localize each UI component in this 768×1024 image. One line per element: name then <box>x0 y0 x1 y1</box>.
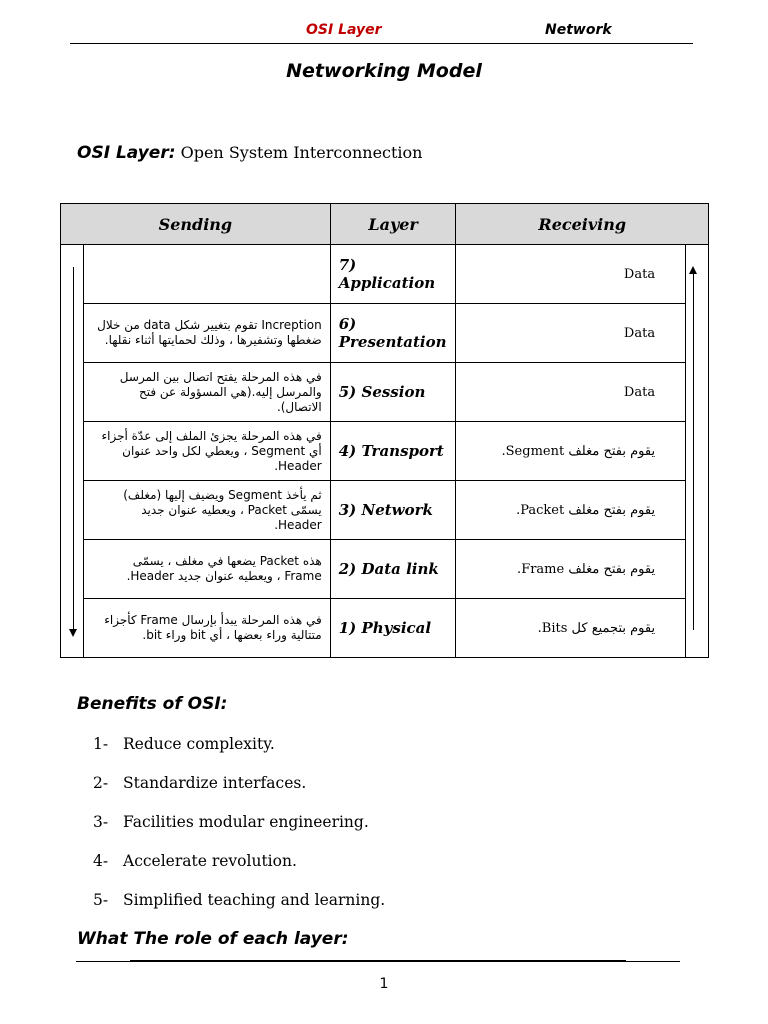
layer-cell: 6) Presentation <box>330 304 456 363</box>
layer-cell: 7) Application <box>330 245 456 304</box>
list-number: 5- <box>93 891 109 909</box>
page-number: 1 <box>379 976 389 992</box>
header-chapter-label: Network <box>545 22 612 38</box>
list-number: 2- <box>93 774 109 792</box>
sending-cell: هذه Packet يضعها في مغلف ، يسمّى Frame ، ويعطيه عنوان جديد Header. <box>83 540 330 599</box>
table-row <box>61 363 709 422</box>
receiving-header: Receiving <box>456 204 709 245</box>
receiving-cell: Data <box>456 304 686 363</box>
layer-header: Layer <box>330 204 456 245</box>
benefits-heading: Benefits of OSI: <box>77 694 228 714</box>
table-row <box>61 422 709 481</box>
layer-cell: 2) Data link <box>330 540 456 599</box>
list-text: Facilities modular engineering. <box>123 813 369 831</box>
page-title: Networking Model <box>286 60 482 82</box>
list-text: Accelerate revolution. <box>123 852 297 870</box>
sending-cell: في هذه المرحلة يفتح اتصال بين المرسل والمرسل إليه.(هي المسؤولة عن فتح الاتصال). <box>83 363 330 422</box>
table-row <box>61 481 709 540</box>
receiving-cell: Data <box>456 363 686 422</box>
receiving-cell: يقوم بتجميع كل Bits. <box>456 599 686 658</box>
header-section-label: OSI Layer <box>306 22 382 38</box>
sending-header: Sending <box>61 204 331 245</box>
layer-cell: 4) Transport <box>330 422 456 481</box>
sending-cell: Increption تقوم بتغيير شكل data من خلال ضغطها وتشفيرها ، وذلك لحمايتها أثناء نقلها. <box>83 304 330 363</box>
list-item <box>93 735 275 753</box>
table-row <box>61 245 709 304</box>
sending-cell: في هذه المرحلة يبدأ بإرسال Frame كأجزاء متتالية وراء بعضها ، أي bit وراء bit. <box>83 599 330 658</box>
down-arrow-icon <box>73 267 74 629</box>
header-divider <box>70 43 693 44</box>
receiving-cell: يقوم بفتح مغلف Packet. <box>456 481 686 540</box>
list-item <box>93 774 306 792</box>
send-arrow-cell <box>61 245 84 658</box>
table-header-row <box>61 204 709 245</box>
osi-label: OSI Layer: <box>77 143 176 163</box>
table-row <box>61 599 709 658</box>
layer-cell: 5) Session <box>330 363 456 422</box>
footer-divider-thick <box>130 960 626 962</box>
osi-definition <box>77 143 422 163</box>
list-text: Standardize interfaces. <box>123 774 307 792</box>
receiving-cell: يقوم بفتح مغلف Frame. <box>456 540 686 599</box>
sending-cell: ثم يأخذ Segment ويضيف إليها (مغلف) يسمّى Packet ، ويعطيه عنوان جديد Header. <box>83 481 330 540</box>
list-number: 1- <box>93 735 109 753</box>
list-item <box>93 852 297 870</box>
osi-layer-table <box>60 203 709 658</box>
receive-arrow-cell <box>686 245 709 658</box>
list-item <box>93 813 369 831</box>
list-number: 4- <box>93 852 109 870</box>
receiving-cell: Data <box>456 245 686 304</box>
table-row <box>61 540 709 599</box>
role-heading: What The role of each layer: <box>77 929 349 949</box>
list-text: Simplified teaching and learning. <box>123 891 386 909</box>
sending-cell <box>83 245 330 304</box>
list-text: Reduce complexity. <box>123 735 275 753</box>
list-number: 3- <box>93 813 109 831</box>
list-item <box>93 891 385 909</box>
table-row <box>61 304 709 363</box>
osi-expansion: Open System Interconnection <box>175 143 423 162</box>
receiving-cell: يقوم بفتح مغلف Segment. <box>456 422 686 481</box>
up-arrow-icon <box>693 274 694 630</box>
layer-cell: 3) Network <box>330 481 456 540</box>
layer-cell: 1) Physical <box>330 599 456 658</box>
sending-cell: في هذه المرحلة يجزئ الملف إلى عدّة أجزاء أي Segment ، ويعطي لكل واحد عنوان Header. <box>83 422 330 481</box>
